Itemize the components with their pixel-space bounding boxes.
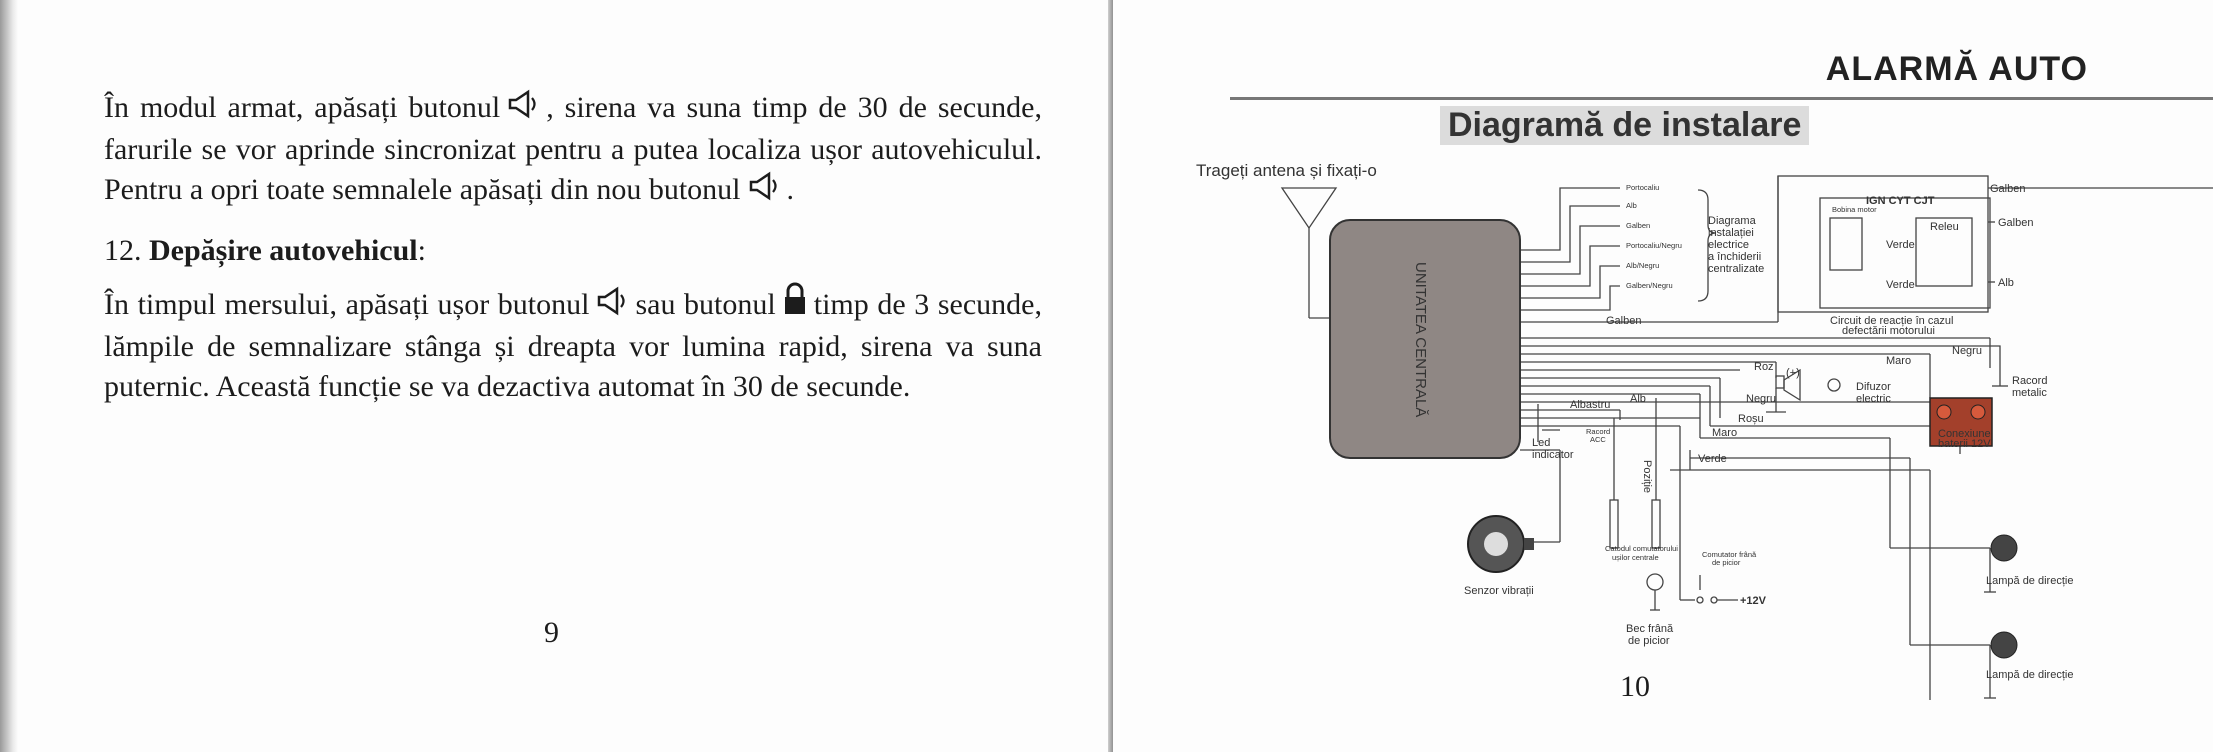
ign-label: IGN CYT CJT (1866, 195, 1935, 207)
lock-wire-2: Alb (1626, 201, 1637, 210)
section-colon: : (417, 234, 426, 267)
door-switch-label-1: Catodul comutatorului (1605, 544, 1678, 553)
wire-galben: Galben (1606, 315, 1642, 327)
wire-verde: Verde (1698, 453, 1727, 465)
lamp-icon (1991, 632, 2017, 658)
paragraph2-part3: timp de 3 secunde, lămpile de semnalizare stânga și dreapta vor lumina rapid, sirena va suna puternic. Această funcție se va dezactiva automat în 30 de secunde. (104, 288, 1042, 403)
lamp-label-2: Lampă de direcție (1986, 669, 2074, 681)
wire-negru-2: Negru (1746, 393, 1776, 405)
verde-label-1: Verde (1886, 239, 1915, 251)
engine-note-2: defectării motorului (1842, 325, 1935, 337)
lock-wire-6: Galben/Negru (1626, 281, 1673, 290)
racord-acc-1: Racord (1586, 427, 1611, 436)
central-unit-label: UNITATEA CENTRALĂ (1412, 262, 1429, 418)
racord-acc-2: ACC (1590, 435, 1606, 444)
lock-wire-1: Portocaliu (1626, 183, 1660, 192)
page-number-right: 10 (1620, 670, 1650, 703)
lock-note-4: a închiderii (1708, 251, 1762, 263)
wire-maro-top: Maro (1886, 355, 1912, 367)
galben-right-1: Galben (1990, 183, 2026, 195)
led-label-2: indicator (1532, 449, 1574, 461)
wire-roz: Roz (1754, 361, 1774, 373)
battery-label-1: Conexiune (1938, 428, 1991, 440)
battery-label-2: baterii 12V (1938, 438, 1991, 450)
brake-bulb-label-1: Bec frână (1626, 623, 1674, 635)
wire-rosu: Roșu (1738, 413, 1764, 425)
ign-sub-label: Bobina motor (1832, 205, 1877, 214)
antenna-label: Trageți antena și fixați-o (1196, 161, 1377, 180)
plus12-label: +12V (1740, 595, 1766, 607)
brake-bulb-label-2: de picior (1628, 635, 1670, 647)
lock-wire-4: Portocaliu/Negru (1626, 241, 1682, 250)
siren-label-1: Difuzor (1856, 381, 1891, 393)
lock-note-3: electrice (1708, 239, 1749, 251)
wire-negru: Negru (1952, 345, 1982, 357)
wire-alb: Alb (1630, 393, 1646, 405)
header-title: ALARMĂ AUTO (1825, 50, 2088, 88)
siren-label-2: electric (1856, 393, 1891, 405)
diagram-title: Diagramă de instalare (1440, 106, 1809, 145)
ground-label-1: Racord (2012, 375, 2048, 387)
engine-note-1: Circuit de reacție în cazul (1830, 315, 1954, 327)
lamp-label-1: Lampă de direcție (1986, 575, 2074, 587)
paragraph1-part3: . (786, 173, 795, 206)
pozitie-label: Poziție (1641, 460, 1653, 494)
paragraph1-part1: În modul armat, apăsați butonul (104, 91, 501, 124)
wire-albastru: Albastru (1570, 399, 1611, 411)
led-label-1: Led (1532, 437, 1551, 449)
lock-note-5: centralizate (1708, 263, 1765, 275)
verde-label-2: Verde (1886, 279, 1915, 291)
paragraph2-part2: sau butonul (635, 288, 776, 321)
wire-maro-2: Maro (1712, 427, 1738, 439)
lamp-icon (1991, 535, 2017, 561)
brake-switch-label-2: de picior (1712, 558, 1741, 567)
ground-label-2: metalic (2012, 387, 2047, 399)
section-title: Depășire autovehicul (149, 234, 418, 267)
page-number-left: 9 (544, 616, 559, 649)
brake-switch-label-1: Comutator frână (1702, 550, 1757, 559)
paragraph1-part2: , sirena va suna timp de 30 de secunde, farurile se vor aprinde sincronizat pentru a putea localiza ușor autovehiculul. Pentru a opri toate semnalele apăsați din nou butonul (104, 91, 1042, 206)
lock-note-2: instalației (1708, 227, 1754, 239)
galben-right-2: Galben (1998, 217, 2034, 229)
paragraph2-part1: În timpul mersului, apăsați ușor butonul (104, 288, 590, 321)
lock-note-1: Diagrama (1708, 215, 1756, 227)
alb-right: Alb (1998, 277, 2014, 289)
lock-wire-3: Galben (1626, 221, 1651, 230)
relay-label: Releu (1930, 221, 1959, 233)
door-switch-label-2: ușilor centrale (1612, 553, 1659, 562)
lock-wire-5: Alb/Negru (1626, 261, 1660, 270)
siren-plus: (+) (1786, 367, 1800, 379)
section-number: 12. (104, 234, 142, 267)
sensor-label: Senzor vibrații (1464, 585, 1534, 597)
